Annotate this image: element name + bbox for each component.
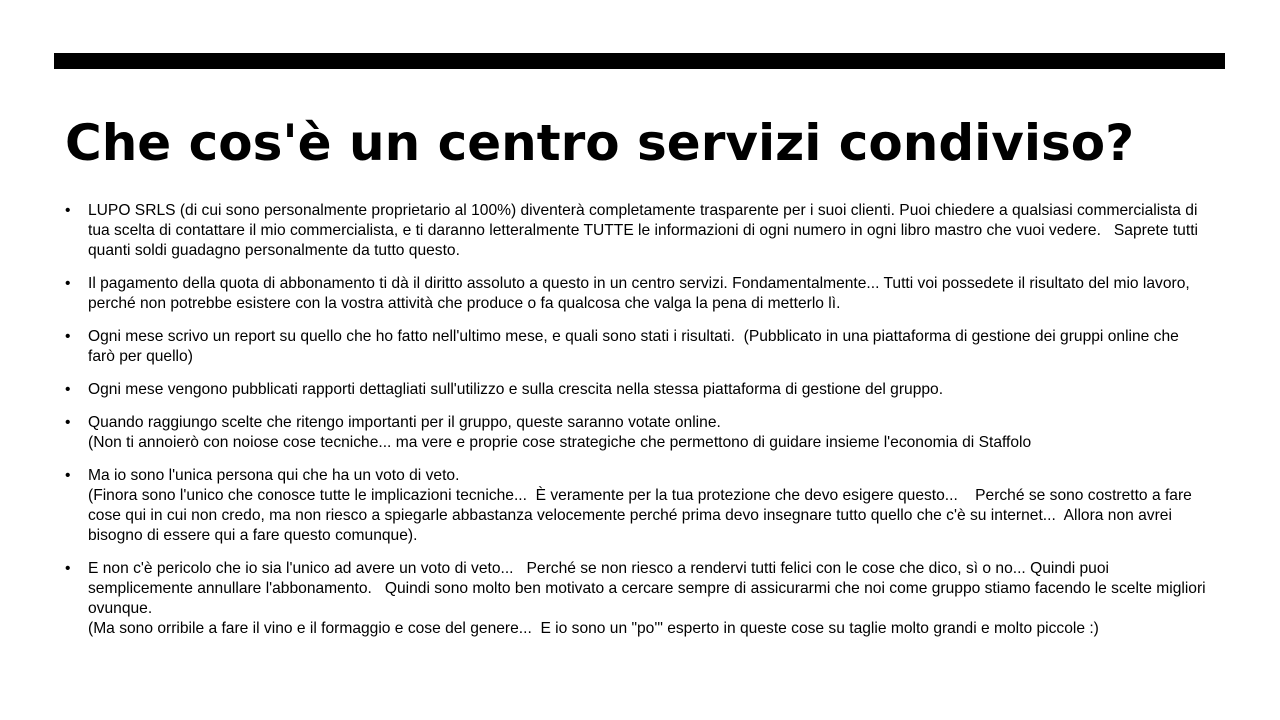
bullet-text: • Ogni mese vengono pubblicati rapporti dettagliati sull'utilizzo e sulla crescita nella stessa piattaforma di gestione del gruppo.: [88, 381, 944, 398]
bullet-text: • Quando raggiungo scelte che ritengo importanti per il gruppo, queste saranno votate online.: [88, 414, 721, 431]
slide-title: Che cos'è un centro servizi condiviso?: [65, 114, 1135, 172]
bullet-text: • Ogni mese scrivo un report su quello che ho fatto nell'ultimo mese, e quali sono stati i risultati. (Pubblicato in una piattaforma di gestione dei gruppi online che farò per quello): [88, 328, 1184, 365]
bullet-text: • LUPO SRLS (di cui sono personalmente proprietario al 100%) diventerà completamente trasparente per i suoi clienti. Puoi chiedere a qualsiasi commercialista di tua scelta di contattare il mio commercialista, e ti daranno letteralmente TUTTE le informazioni di ogni numero in ogni libro mastro che vuoi vedere. Saprete tutti quanti soldi guadagno personalmente da tutto questo.: [88, 202, 1203, 259]
bullet-list: [65, 201, 1210, 652]
bullet-text: (Finora sono l'unico che conosce tutte le implicazioni tecniche... È veramente per la tua protezione che devo esigere questo... Perché se sono costretto a fare cose qui in cui non credo, ma non riesco a spiegarle abbastanza velocemente perché prima devo insegnare tutto quello che c'è su internet... Allora non avrei bisogno di essere qui a fare questo comunque).: [88, 487, 1197, 544]
bullet-item: [65, 274, 1210, 314]
bullet-text: • E non c'è pericolo che io sia l'unico ad avere un voto di veto... Perché se non riesco a rendervi tutti felici con le cose che dico, sì o no... Quindi puoi semplicemente annullare l'abbonamento. Quindi sono molto ben motivato a cercare sempre di assicurarmi che noi come gruppo stiamo facendo le scelte migliori ovunque.: [88, 560, 1210, 617]
top-accent-bar: [54, 53, 1225, 69]
bullet-item: [65, 380, 1210, 400]
bullet-item: [65, 327, 1210, 367]
bullet-item: [65, 466, 1210, 546]
bullet-text: • Ma io sono l'unica persona qui che ha un voto di veto.: [88, 467, 460, 484]
bullet-item: [65, 559, 1210, 639]
bullet-text: (Ma sono orribile a fare il vino e il formaggio e cose del genere... E io sono un "po'" esperto in queste cose su taglie molto grandi e molto piccole :): [88, 620, 1099, 637]
bullet-item: [65, 413, 1210, 453]
bullet-text: • Il pagamento della quota di abbonamento ti dà il diritto assoluto a questo in un centro servizi. Fondamentalmente... Tutti voi possedete il risultato del mio lavoro, perché non potrebbe esistere con la vostra attività che produce o fa qualcosa che valga la pena di metterlo lì.: [88, 275, 1195, 312]
bullet-text: (Non ti annoierò con noiose cose tecniche... ma vere e proprie cose strategiche che permettono di guidare insieme l'economia di Staffolo: [88, 434, 1032, 451]
bullet-item: [65, 201, 1210, 261]
